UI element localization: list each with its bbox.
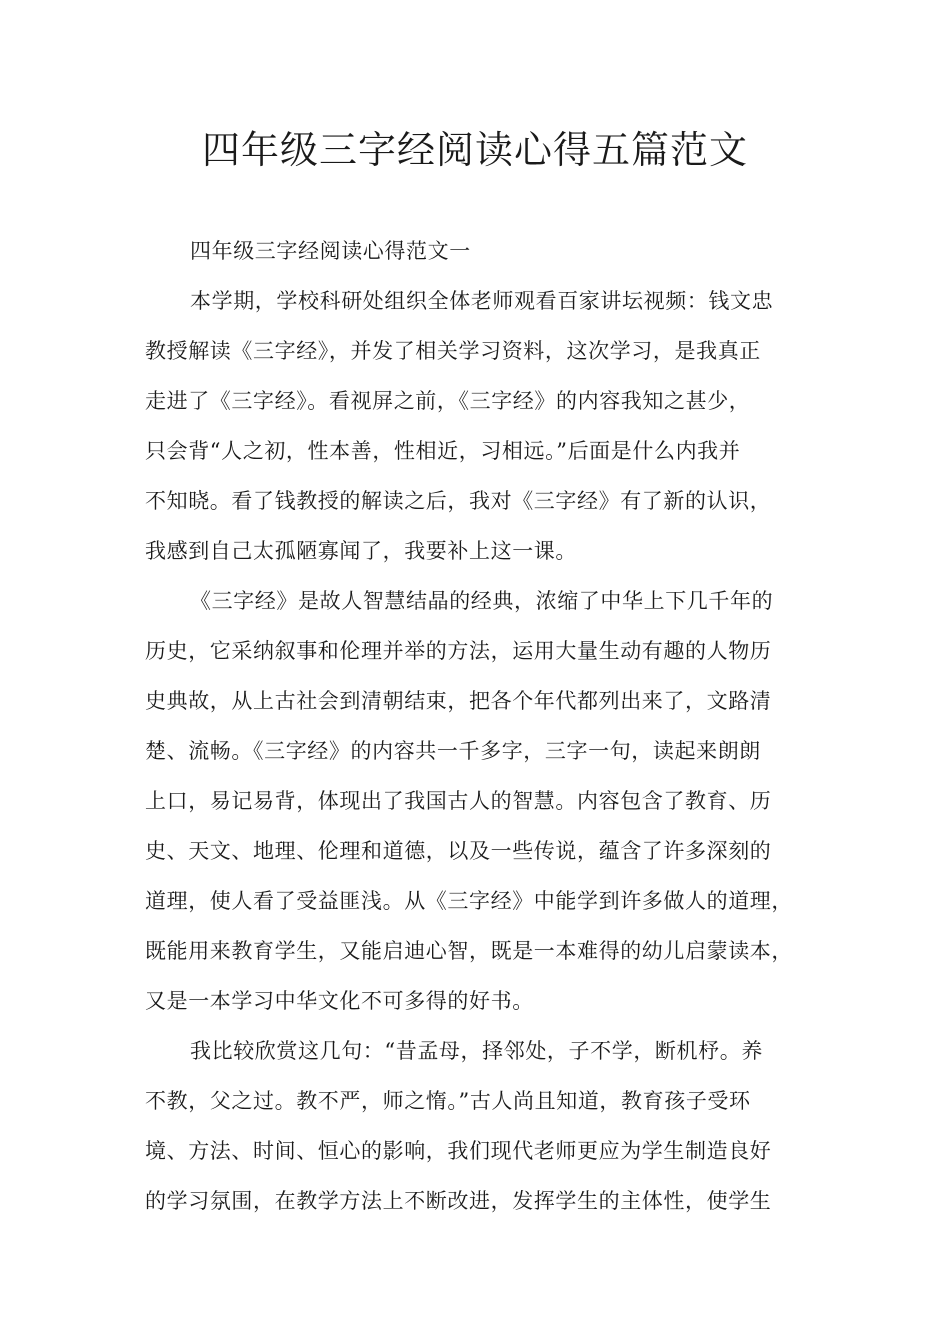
text-line: 本学期，学校科研处组织全体老师观看百家讲坛视频：钱文忠 bbox=[190, 289, 774, 313]
text-line: 《三字经》是故人智慧结晶的经典，浓缩了中华上下几千年的 bbox=[190, 589, 774, 613]
text-line: 楚、流畅。《三字经》的内容共一千多字，三字一句，读起来朗朗 bbox=[145, 739, 761, 763]
text-line: 的学习氛围，在教学方法上不断改进，发挥学生的主体性，使学生 bbox=[145, 1189, 772, 1213]
text-line: 只会背“人之初，性本善，性相近，习相远。”后面是什么内我并 bbox=[145, 439, 741, 463]
text-line: 历史，它采纳叙事和伦理并举的方法，运用大量生动有趣的人物历 bbox=[145, 639, 772, 663]
text-line: 既能用来教育学生，又能启迪心智，既是一本难得的幼儿启蒙读本， bbox=[145, 939, 793, 963]
text-line: 不知晓。看了钱教授的解读之后，我对《三字经》有了新的认识， bbox=[145, 489, 772, 513]
text-line: 境、方法、时间、恒心的影响，我们现代老师更应为学生制造良好 bbox=[145, 1139, 772, 1163]
text-line: 上口，易记易背，体现出了我国古人的智慧。内容包含了教育、历 bbox=[145, 789, 772, 813]
section-heading: 四年级三字经阅读心得范文一 bbox=[190, 239, 471, 263]
text-line: 又是一本学习中华文化不可多得的好书。 bbox=[145, 989, 534, 1013]
text-line: 我感到自己太孤陋寡闻了，我要补上这一课。 bbox=[145, 539, 577, 563]
text-line: 不教，父之过。教不严，师之惰。”古人尚且知道，教育孩子受环 bbox=[145, 1089, 751, 1113]
text-line: 道理，使人看了受益匪浅。从《三字经》中能学到许多做人的道理， bbox=[145, 889, 793, 913]
text-line: 史典故，从上古社会到清朝结束，把各个年代都列出来了，文路清 bbox=[145, 689, 772, 713]
text-line: 史、天文、地理、伦理和道德，以及一些传说，蕴含了许多深刻的 bbox=[145, 839, 772, 863]
text-line: 教授解读《三字经》，并发了相关学习资料，这次学习，是我真正 bbox=[145, 339, 761, 363]
document-title: 四年级三字经阅读心得五篇范文 bbox=[201, 128, 748, 172]
text-line: 我比较欣赏这几句：“昔孟母，择邻处，子不学，断机杼。养 bbox=[190, 1039, 763, 1063]
text-line: 走进了《三字经》。看视屏之前，《三字经》的内容我知之甚少， bbox=[145, 389, 751, 413]
